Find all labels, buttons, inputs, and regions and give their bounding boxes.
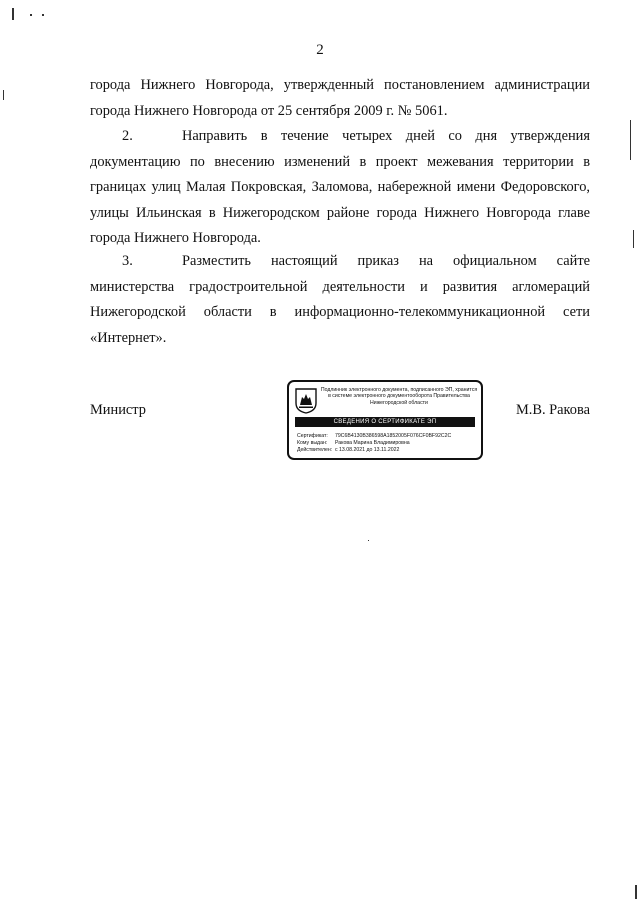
scan-mark: [30, 14, 32, 16]
scan-mark: [12, 8, 14, 20]
scan-mark: [635, 885, 637, 899]
stamp-certificate-band: СВЕДЕНИЯ О СЕРТИФИКАТЕ ЭП: [295, 417, 475, 427]
stamp-valid-row: [297, 447, 399, 453]
paragraph-item-3: [90, 249, 590, 351]
paragraph-item-2: [90, 124, 590, 252]
scan-mark: [42, 14, 44, 16]
issued-to-value: Ракова Марина Владимировна: [335, 440, 410, 446]
page-number: 2: [316, 42, 324, 58]
scan-mark: [630, 120, 631, 160]
scan-mark: [3, 90, 4, 100]
item-3-number: 3.: [122, 253, 133, 269]
item-3-text: Разместить настоящий приказ на официальном сайте министерства градостроительной деятельности и развития агломераций Нижегородской области в информационно-телекоммуникационной сети «Интернет».: [90, 253, 590, 346]
scan-mark: [368, 540, 369, 541]
stamp-certificate-row: [297, 433, 451, 439]
electronic-signature-stamp: [287, 380, 483, 460]
item-2-number: 2.: [122, 128, 133, 144]
paragraph-continuation: города Нижнего Новгорода, утвержденный постановлением администрации города Нижнего Новгорода от 25 сентября 2009 г. № 5061.: [90, 77, 590, 119]
valid-value: с 13.08.2021 до 13.11.2022: [335, 447, 400, 453]
certificate-value: 79C6B4130B386598A1852005F076CF0BF92C2C: [335, 433, 452, 439]
stamp-header: Подлинник электронного документа, подписанного ЭП, хранится в системе электронного документооборота Правительства Нижегородской области: [320, 387, 478, 406]
item-2-text: Направить в течение четырех дней со дня утверждения документацию по внесению изменений в проект межевания территории в границах улиц Малая Покровская, Заломова, набережной имени Федоровского, улицы Ильинская в Нижегородском районе города Нижнего Новгорода главе города Нижнего Новгорода.: [90, 128, 590, 246]
signer-title: Министр: [90, 402, 146, 418]
scan-mark: [633, 230, 634, 248]
issued-to-label: Кому выдан:: [297, 440, 328, 446]
coat-of-arms-icon: [295, 388, 317, 414]
stamp-issued-to-row: [297, 440, 410, 446]
certificate-label: Сертификат:: [297, 433, 328, 439]
valid-label: Действителен:: [297, 447, 333, 453]
signer-name: М.В. Ракова: [515, 402, 590, 418]
